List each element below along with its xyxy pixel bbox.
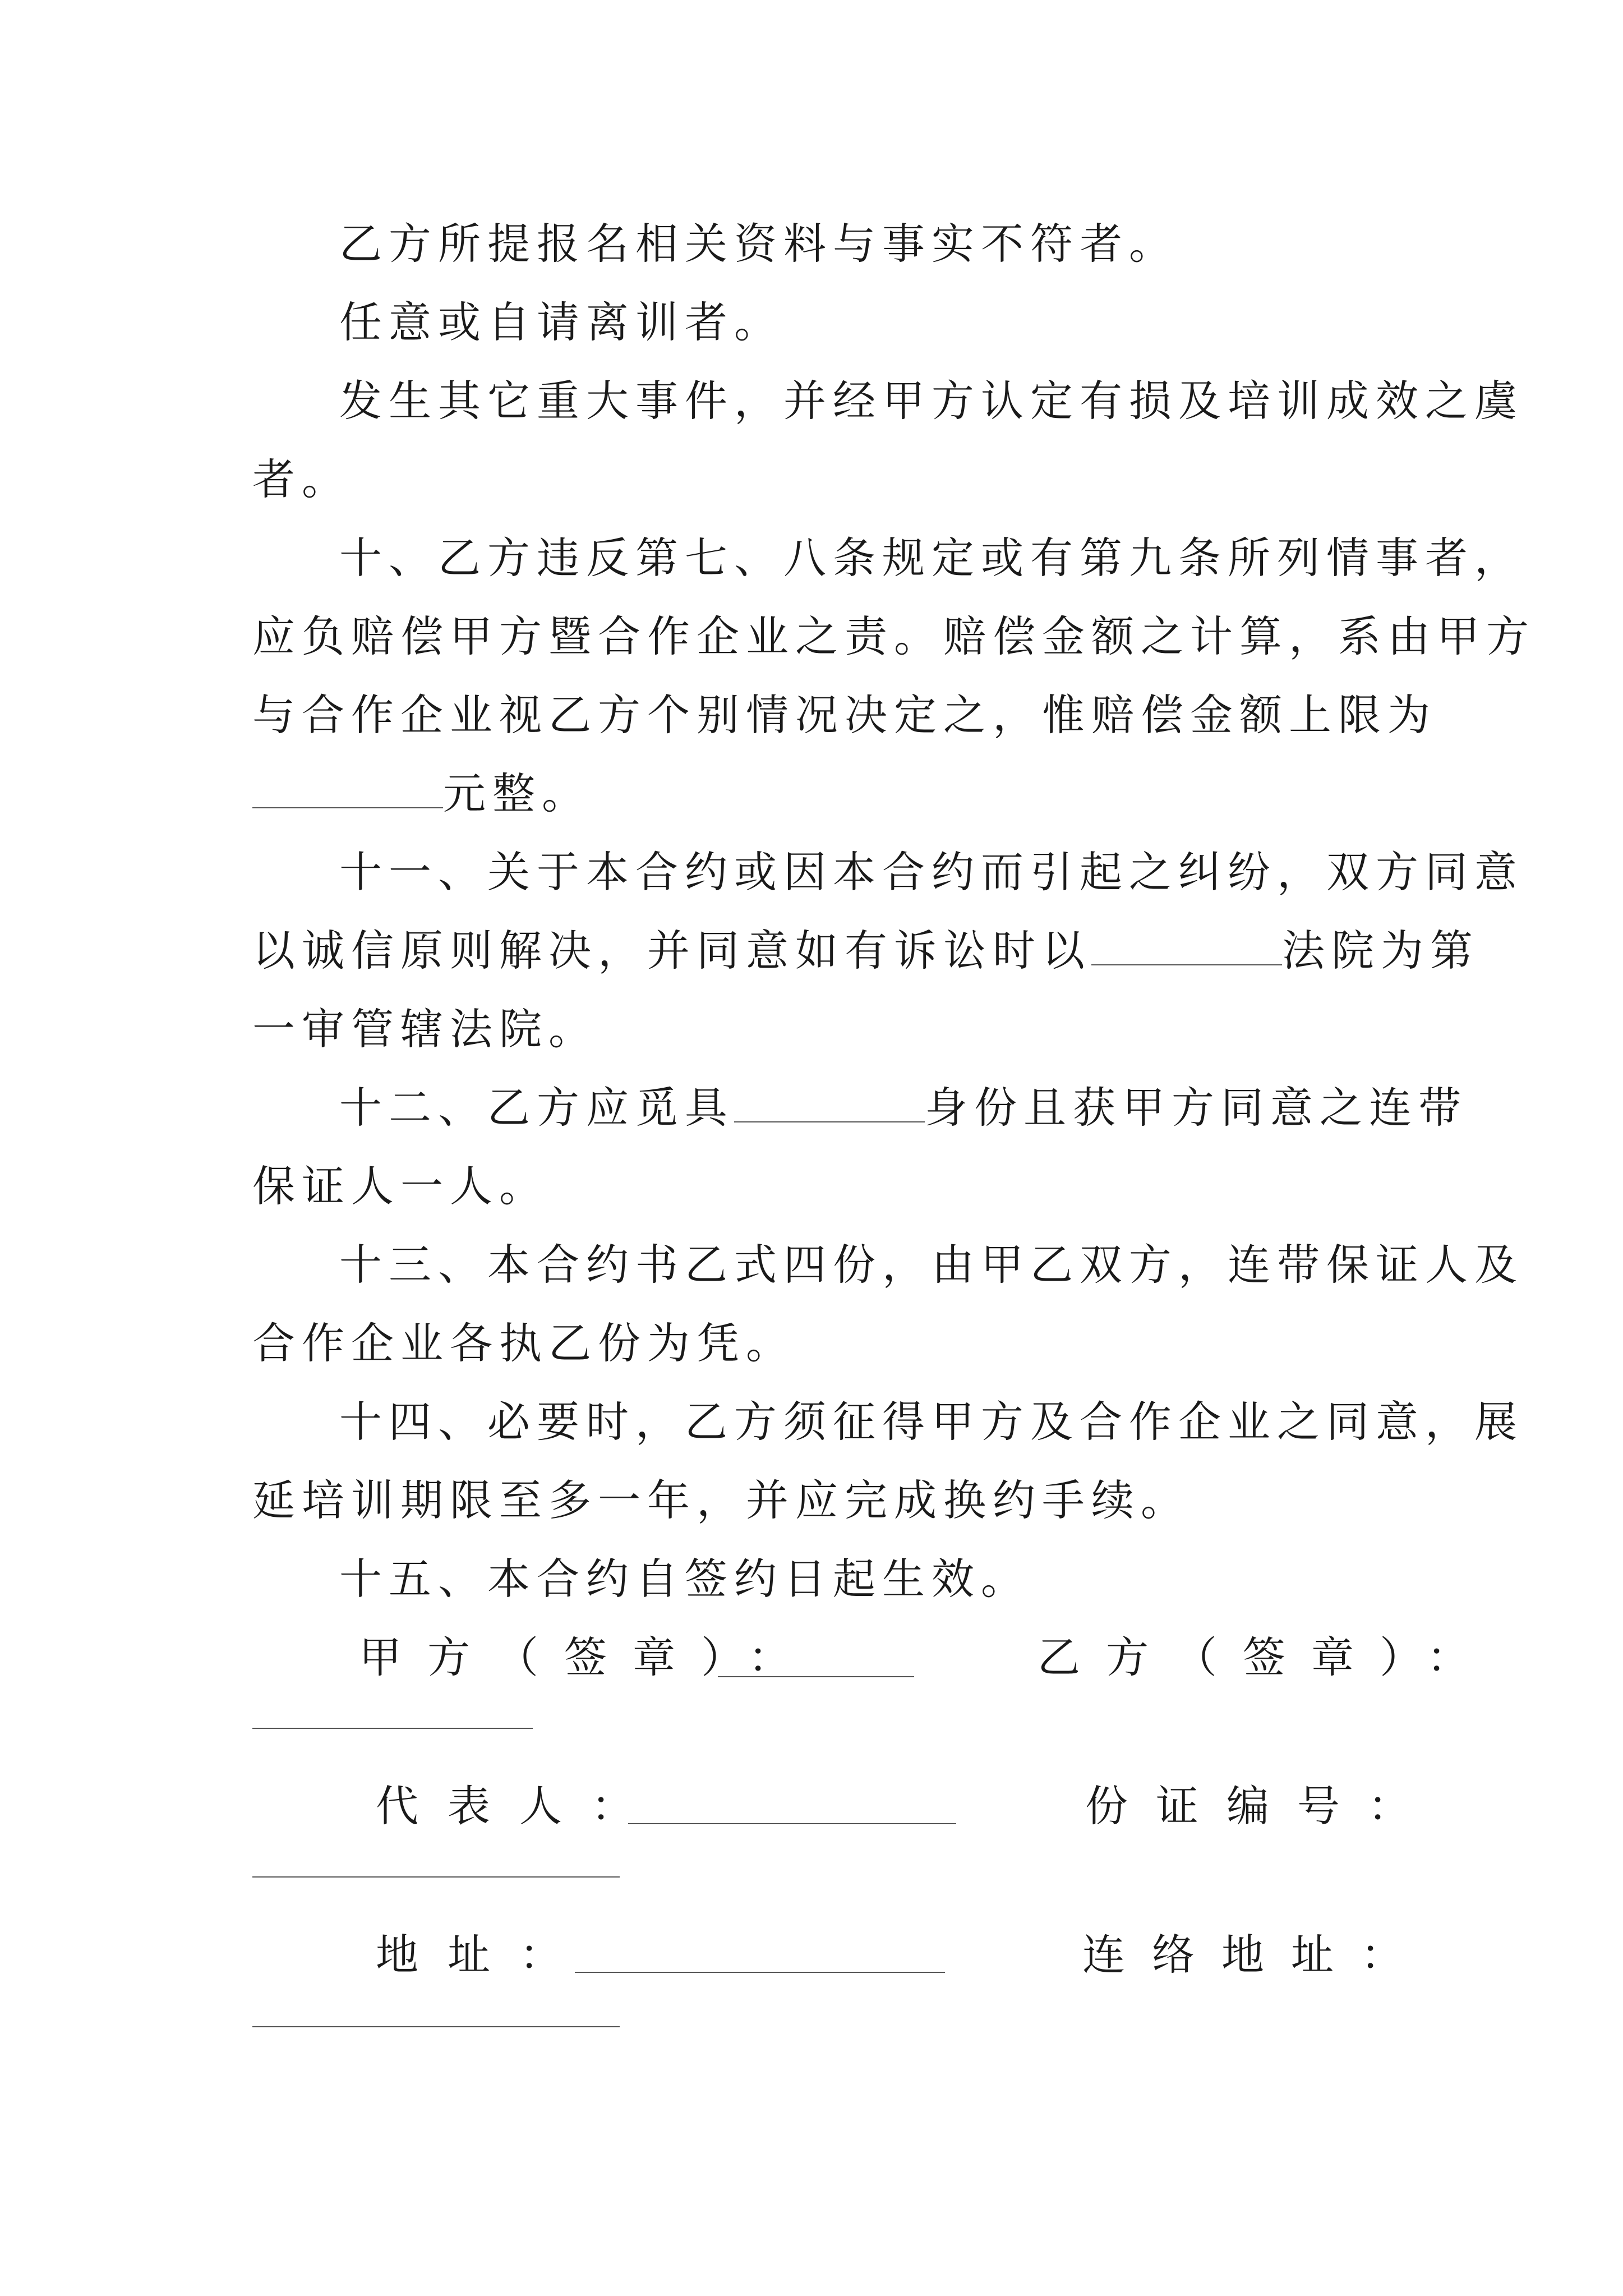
party-a-signature-label: 甲方（签章）： [359,1632,817,1682]
clause-10-text: 十、乙方违反第七、八条规定或有第九条所列情事者， [339,533,1524,583]
clause-11-court-line [252,923,1479,979]
party-b-signature-line [252,1728,533,1729]
address-label: 地址： [376,1930,591,1980]
clause-10-text: 应负赔偿甲方暨合作企业之责。赔偿金额之计算，系由甲方 [252,611,1536,661]
clause-11-text: 一审管辖法院。 [252,1004,598,1054]
clause-12-prefix: 十二、乙方应觅具 [339,1083,734,1133]
clause-11-prefix: 以诚信原则解决，并同意如有诉讼时以 [252,926,1091,976]
amount-blank [252,768,443,808]
party-b-signature-label: 乙方（签章）： [1038,1632,1495,1682]
id-number-label: 份证编号： [1085,1781,1438,1831]
party-a-signature-line [718,1676,914,1677]
clause-14-text: 十四、必要时，乙方须征得甲方及合作企业之同意，展 [339,1397,1524,1447]
paragraph-text: 任意或自请离训者。 [339,297,783,347]
clause-13-text: 十三、本合约书乙式四份，由甲乙双方，连带保证人及 [339,1240,1524,1290]
clause-11-suffix: 法院为第 [1282,926,1479,976]
contact-address-label: 连络地址： [1082,1930,1430,1980]
clause-12-text: 保证人一人。 [252,1161,548,1211]
representative-line [628,1823,956,1824]
identity-blank [734,1082,925,1122]
clause-11-text: 十一、关于本合约或因本合约而引起之纠纷，双方同意 [339,847,1524,897]
court-blank [1091,925,1282,965]
clause-10-text: 与合作企业视乙方个别情况决定之，惟赔偿金额上限为 [252,690,1437,740]
clause-15-text: 十五、本合约自签约日起生效。 [339,1554,1030,1604]
clause-12-suffix: 身份且获甲方同意之连带 [925,1083,1468,1133]
paragraph-text: 发生其它重大事件，并经甲方认定有损及培训成效之虞 [339,376,1524,426]
address-line [575,1972,945,1973]
paragraph-text: 者。 [252,454,351,504]
paragraph-text: 乙方所提报名相关资料与事实不符者。 [339,219,1178,269]
clause-13-text: 合作企业各执乙份为凭。 [252,1318,795,1368]
contact-address-line [252,2026,620,2027]
clause-14-text: 延培训期限至多一年，并应完成换约手续。 [252,1475,1190,1525]
clause-10-amount-line [252,766,1385,822]
id-number-line [252,1876,620,1878]
clause-10-suffix: 元整。 [443,769,591,818]
representative-label: 代表人： [376,1781,663,1831]
clause-12-identity-line [339,1080,1472,1136]
